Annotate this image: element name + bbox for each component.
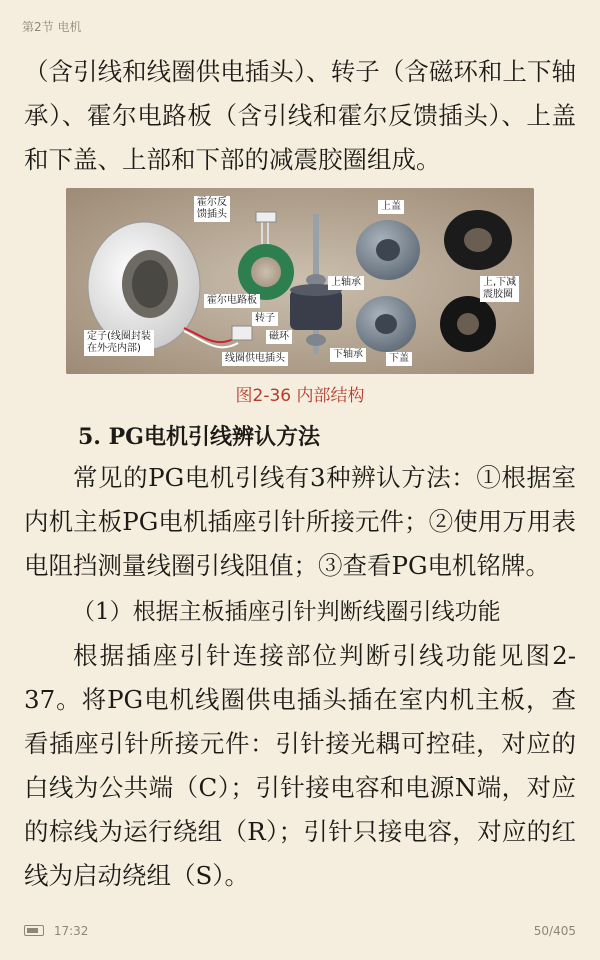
- chapter-header: 第2节 电机: [22, 20, 82, 34]
- label-lower-bearing: 下轴承: [330, 348, 366, 362]
- paragraph-identification-methods: 常见的PG电机引线有3种辨认方法：①根据室内机主板PG电机插座引针所接元件；②使用万用表电阻挡测量线圈引线阻值；③查看PG电机铭牌。: [24, 463, 576, 580]
- label-upper-bearing: 上轴承: [328, 276, 364, 290]
- page-content: [24, 50, 576, 898]
- paragraph-pin-function: 根据插座引针连接部位判断引线功能见图2-37。将PG电机线圈供电插头插在室内机主板，查看插座引针所接元件：引针接光耦可控硅，对应的白线为公共端（C）；引针接电容和电源N端，对应的棕线为运行绕组（R）；引针只接电容，对应的红线为启动绕组（S）。: [24, 641, 576, 890]
- label-hall-plug: 霍尔反 馈插头: [194, 196, 230, 222]
- lower-bearing-shape: [306, 334, 326, 346]
- paragraph-continuation: （含引线和线圈供电插头）、转子（含磁环和上下轴承）、霍尔电路板（含引线和霍尔反馈插头）、上盖和下盖、上部和下部的减震胶圈组成。: [24, 57, 576, 174]
- motor-internal-structure-photo: [66, 188, 534, 374]
- label-rubber-rings: 上,下减 震胶圈: [480, 276, 519, 302]
- figure-caption: 图2-36 内部结构: [235, 386, 365, 406]
- label-hall-board: 霍尔电路板: [204, 294, 260, 308]
- clock-time: 17:32: [53, 924, 89, 938]
- label-rotor: 转子: [252, 312, 278, 326]
- subsection-heading: （1）根据主板插座引针判断线圈引线功能: [72, 599, 501, 625]
- battery-icon: [24, 925, 44, 936]
- page-number: 50/405: [533, 924, 576, 938]
- label-magnet: 磁环: [266, 330, 292, 344]
- section-heading: 5. PG电机引线辨认方法: [78, 424, 320, 450]
- label-lower-cover: 下盖: [386, 352, 412, 366]
- status-footer: [24, 924, 576, 938]
- label-coil-plug: 线圈供电插头: [222, 352, 288, 366]
- label-upper-cover: 上盖: [378, 200, 404, 214]
- label-stator: 定子(线圈封装 在外壳内部): [84, 330, 154, 356]
